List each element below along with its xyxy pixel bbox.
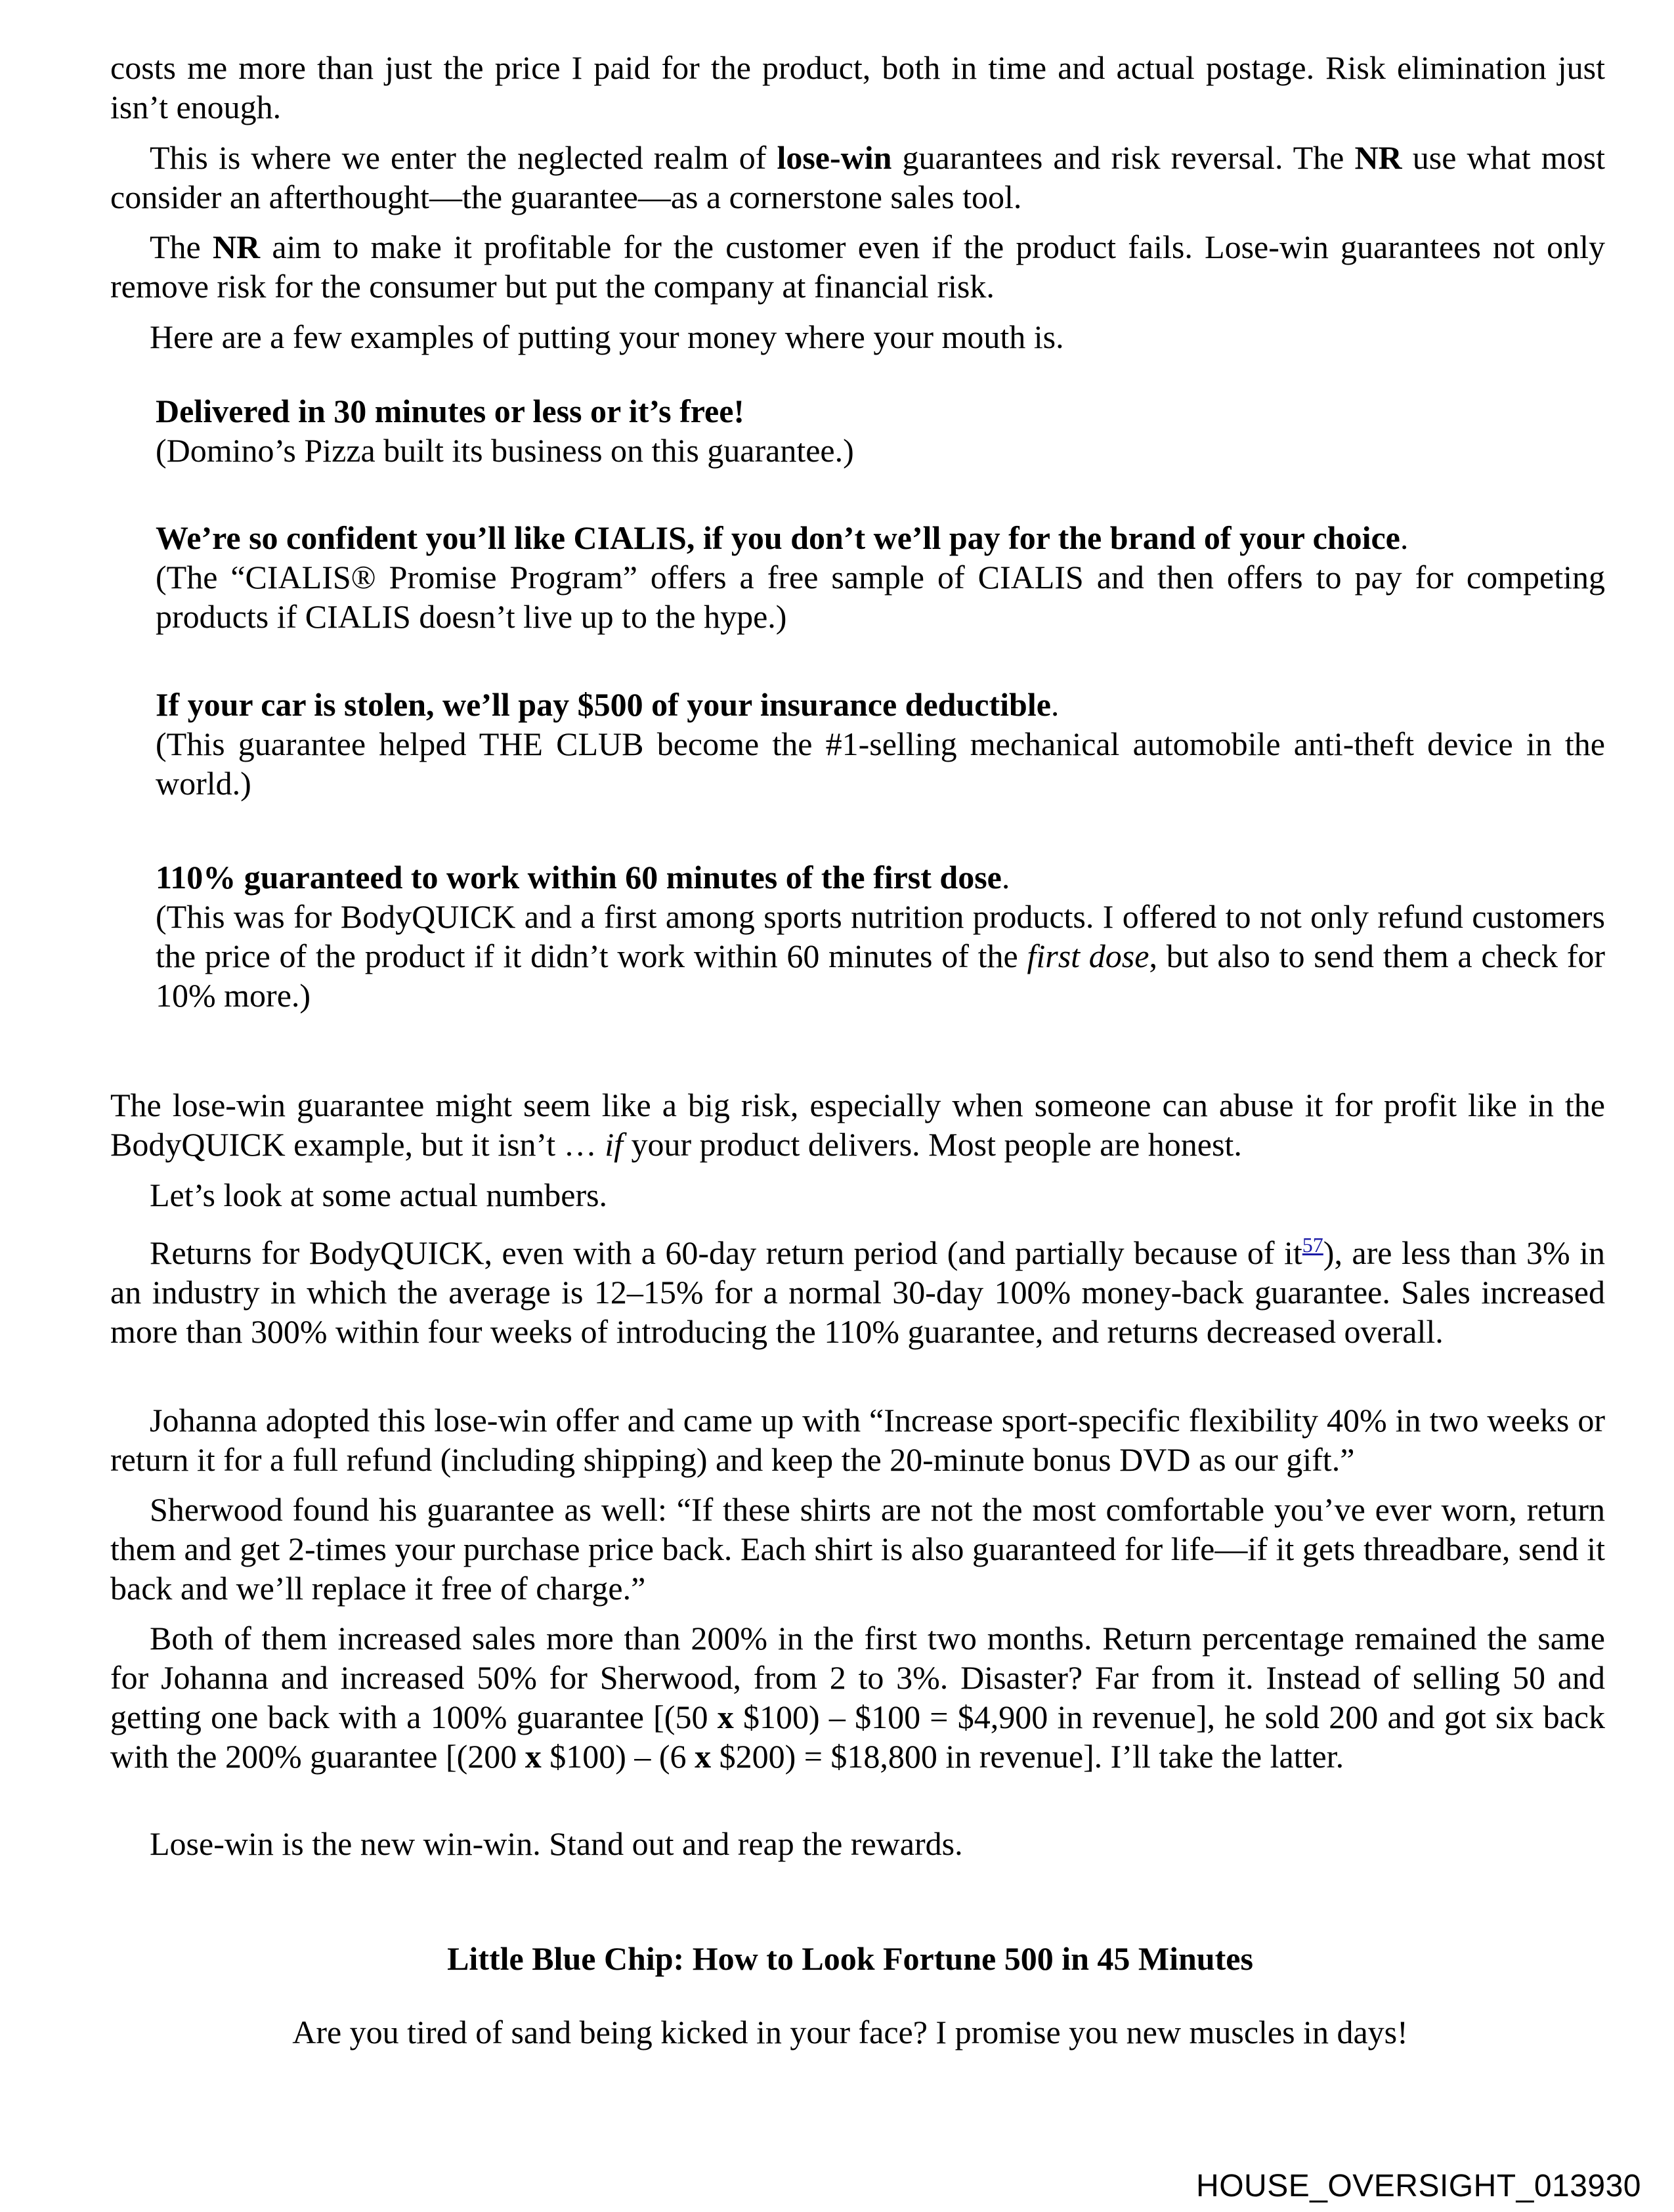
text-segment: The lose-win guarantee might seem like a big risk, especially when someone can abuse it for profit like in the BodyQUICK example, but it isn’t …	[110, 1087, 1605, 1163]
example-guarantee-cialis	[156, 518, 1605, 636]
example-headline-period: .	[1001, 859, 1010, 896]
text-segment: $200) = $18,800 in revenue]. I’ll take the latter.	[711, 1738, 1344, 1775]
body-paragraph-results	[110, 1618, 1605, 1776]
example-description: (Domino’s Pizza built its business on this guarantee.)	[156, 432, 854, 469]
text-segment: aim to make it profitable for the customer even if the product fails. Lose-win guarantees not only remove risk for the consumer but put the company at financial risk.	[110, 228, 1605, 305]
example-description: (The “CIALIS® Promise Program” offers a free sample of CIALIS and then offers to pay for competing products if CIALIS doesn’t live up to the hype.)	[156, 559, 1605, 635]
bold-multiply-sign: x	[695, 1738, 712, 1775]
example-headline	[156, 518, 1605, 557]
body-paragraph-lose-win-intro	[110, 138, 1605, 217]
bold-term-nr: NR	[1354, 139, 1402, 176]
example-headline-text: 110% guaranteed to work within 60 minutes of the first dose	[156, 859, 1002, 896]
body-paragraph-continuation: costs me more than just the price I paid for the product, both in time and actual postage. Risk elimination just isn’t enough.	[110, 49, 1605, 125]
text-segment: (This was for BodyQUICK and a first among sports nutrition products. I offered to not only refund customers the price of the product if it didn’t work within 60 minutes of the	[156, 898, 1605, 974]
footnote-link-57[interactable]: 57	[1302, 1233, 1323, 1257]
example-headline: Delivered in 30 minutes or less or it’s free!	[156, 393, 745, 429]
text-segment: use what most consider an afterthought—the guarantee—as a cornerstone sales tool.	[110, 139, 1605, 215]
example-headline-text: We’re so confident you’ll like CIALIS, if you don’t we’ll pay for the brand of your choice	[156, 519, 1400, 556]
text-segment: Returns for BodyQUICK, even with a 60-day return period (and partially because of it	[150, 1234, 1302, 1271]
italic-word-if: if	[605, 1126, 623, 1163]
example-description	[156, 897, 1605, 1015]
bold-multiply-sign: x	[717, 1699, 734, 1735]
example-headline	[156, 685, 1605, 724]
bold-multiply-sign: x	[525, 1738, 542, 1775]
example-headline-period: .	[1400, 519, 1409, 556]
italic-phrase-first-dose: first dose	[1027, 938, 1149, 974]
text-segment: The	[150, 228, 213, 265]
text-segment: guarantees and risk reversal. The	[891, 139, 1355, 176]
example-guarantee-the-club	[156, 685, 1605, 803]
body-paragraph-conclusion: Lose-win is the new win-win. Stand out and reap the rewards.	[150, 1825, 963, 1862]
text-segment: This is where we enter the neglected realm of	[150, 139, 777, 176]
text-segment: your product delivers. Most people are honest.	[623, 1126, 1242, 1163]
example-headline-text: If your car is stolen, we’ll pay $500 of your insurance deductible	[156, 686, 1051, 723]
example-description: (This guarantee helped THE CLUB become the #1-selling mechanical automobile anti-theft device in the world.)	[156, 726, 1605, 802]
text-segment: $100) – $100 = $4,900 in revenue], he sold 200 and got six back with the 200% guarantee [(200	[110, 1699, 1606, 1775]
body-paragraph-johanna: Johanna adopted this lose-win offer and came up with “Increase sport-specific flexibility 40% in two weeks or return it for a full refund (including shipping) and keep the 20-minute bonus DVD as our gift.”	[110, 1402, 1605, 1478]
text-segment: , but also to send them a check for 10% more.)	[156, 938, 1606, 1014]
body-paragraph-bodyquick-returns	[110, 1233, 1605, 1351]
section-tagline: Are you tired of sand being kicked in your face? I promise you new muscles in days!	[292, 2014, 1408, 2050]
body-paragraph-sherwood: Sherwood found his guarantee as well: “If these shirts are not the most comfortable you’ve ever worn, return them and get 2-times your purchase price back. Each shirt is also guaranteed for life—if it gets threadbare, send it back and we’ll replace it free of charge.”	[110, 1491, 1605, 1607]
example-guarantee-bodyquick	[156, 857, 1605, 1015]
example-headline	[156, 857, 1605, 897]
example-headline-period: .	[1050, 686, 1060, 723]
text-segment: Both of them increased sales more than 200% in the first two months. Return percentage remained the same for Johanna and increased 50% for Sherwood, from 2 to 3%. Disaster? Far from it. Instead of selling 50 and getting one back with a 100% guarantee [(50	[110, 1620, 1605, 1735]
text-segment: ), are less than 3% in an industry in which the average is 12–15% for a normal 30-day 100% money-back guarantee. Sales increased more than 300% within four weeks of introducing the 110% guarantee, and returns decreased overall.	[110, 1234, 1606, 1350]
body-paragraph-actual-numbers: Let’s look at some actual numbers.	[150, 1177, 608, 1213]
body-paragraph-examples-intro: Here are a few examples of putting your money where your mouth is.	[150, 318, 1064, 355]
section-heading: Little Blue Chip: How to Look Fortune 500 in 45 Minutes	[447, 1940, 1253, 1977]
body-paragraph-lose-win-risk	[110, 1085, 1605, 1164]
bold-term-lose-win: lose-win	[777, 139, 892, 176]
body-paragraph-nr-aim	[110, 227, 1605, 306]
bates-number-stamp: HOUSE_OVERSIGHT_013930	[1196, 2169, 1641, 2203]
text-segment: $100) – (6	[541, 1738, 695, 1775]
bold-term-nr: NR	[212, 228, 261, 265]
example-guarantee-dominos	[156, 391, 1605, 470]
